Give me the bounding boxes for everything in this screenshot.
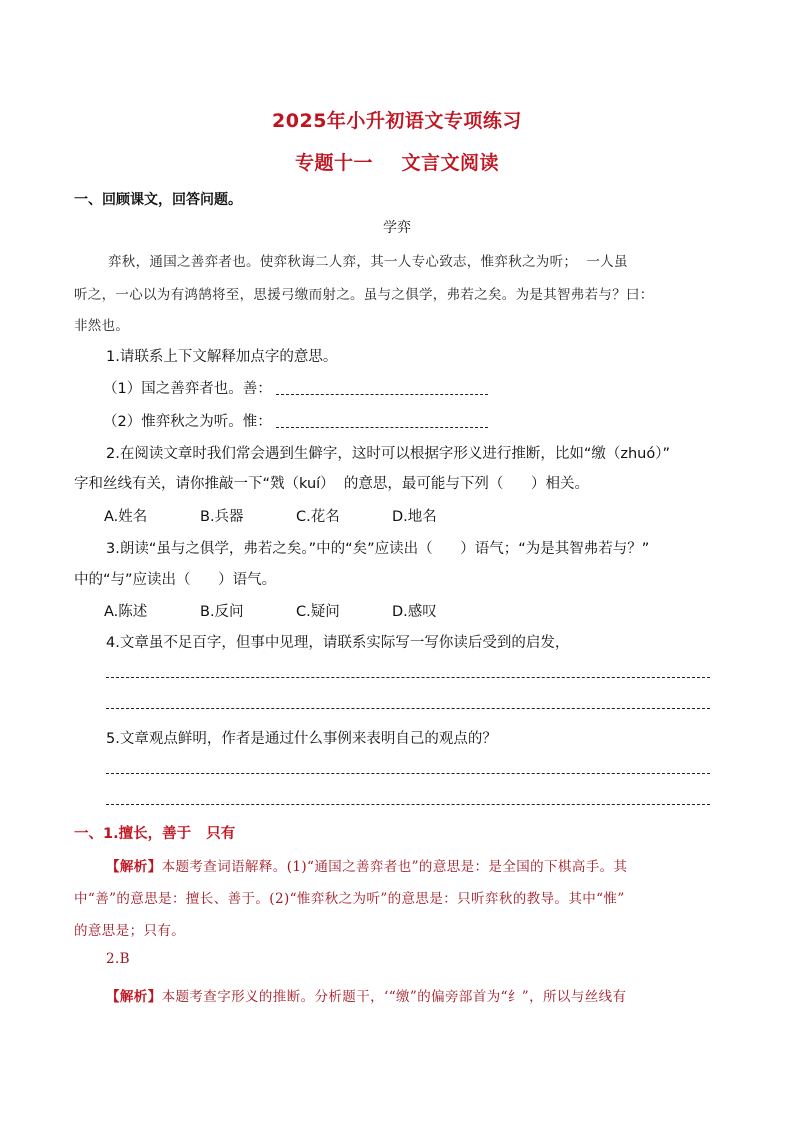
question-2-line-1: 2.在阅读文章时我们常会遇到生僻字，这时可以根据字形义进行推断，比如“缴（zhuó）” (106, 446, 670, 462)
section-heading: 一、回顾课文，回答问题。 (74, 192, 242, 208)
question-4-stem: 4.文章虽不足百字，但事中见理，请联系实际写一写你读后受到的启发， (106, 635, 570, 651)
document-subtitle: 专题十一 文言文阅读 (295, 152, 499, 174)
answer-line-4a[interactable] (106, 677, 710, 678)
answer-line-5b[interactable] (106, 804, 710, 805)
answer-line-4b[interactable] (106, 708, 710, 709)
document-title: 2025年小升初语文专项练习 (272, 110, 522, 132)
question-3-option-d[interactable]: D.感叹 (392, 604, 437, 620)
explanation-1-line-3: 的意思是；只有。 (74, 923, 186, 939)
answer-1-heading: 一、1.擅长，善于 只有 (74, 826, 236, 842)
answer-blank-1b[interactable] (276, 413, 488, 428)
question-2-line-2: 字和丝线有关，请你推敲一下“戣（kuí） 的意思，最可能与下列（ ）相关。 (74, 476, 590, 492)
explanation-2-line-1-text: 本题考查字形义的推断。分析题干，‘“缴”的偏旁部首为“纟”，所以与丝线有 (161, 989, 627, 1005)
question-3-option-c[interactable]: C.疑问 (296, 604, 340, 620)
analysis-tag-2: 【解析】 (106, 989, 162, 1005)
question-3-line-2: 中的“与”应读出（ ）语气。 (74, 572, 277, 588)
explanation-1-line-1-text: 本题考查词语解释。(1)“通国之善弈者也”的意思是：是全国的下棋高手。其 (161, 859, 628, 875)
answer-blank-1a[interactable] (276, 380, 488, 395)
answer-line-5a[interactable] (106, 773, 710, 774)
question-1-part-b-text: （2）惟弈秋之为听。惟： (103, 414, 272, 430)
passage-title: 学弈 (383, 220, 411, 236)
question-5-stem: 5.文章观点鲜明，作者是通过什么事例来表明自己的观点的？ (106, 731, 497, 747)
question-1-part-b (103, 410, 488, 431)
question-2-option-d[interactable]: D.地名 (392, 509, 437, 525)
passage-line-3: 非然也。 (74, 318, 130, 334)
question-2-option-b[interactable]: B.兵器 (200, 509, 244, 525)
question-3-option-a[interactable]: A.陈述 (104, 604, 148, 620)
answer-2: 2.B (106, 951, 131, 967)
explanation-2-line-1 (106, 985, 626, 1005)
question-2-option-c[interactable]: C.花名 (296, 509, 340, 525)
analysis-tag: 【解析】 (106, 859, 162, 875)
question-2-option-a[interactable]: A.姓名 (104, 509, 148, 525)
question-3-line-1: 3.朗读“虽与之俱学，弗若之矣。”中的“矣”应读出（ ）语气；“为是其智弗若与？” (106, 541, 650, 557)
question-1-part-a (103, 377, 488, 398)
passage-line-2: 听之，一心以为有鸿鹄将至，思援弓缴而射之。虽与之俱学，弗若之矣。为是其智弗若与？曰： (74, 287, 654, 303)
question-3-option-b[interactable]: B.反问 (200, 604, 244, 620)
explanation-1-line-1 (106, 855, 627, 875)
passage-line-1: 弈秋，通国之善弈者也。使弈秋诲二人弈，其一人专心致志，惟弈秋之为听； 一人虽 (108, 254, 628, 270)
question-1-part-a-text: （1）国之善弈者也。善： (103, 381, 272, 397)
explanation-1-line-2: 中“善”的意思是：擅长、善于。(2)“惟弈秋之为听”的意思是：只听弈秋的教导。其中“惟” (74, 891, 625, 907)
question-1-stem: 1.请联系上下文解释加点字的意思。 (106, 349, 338, 365)
